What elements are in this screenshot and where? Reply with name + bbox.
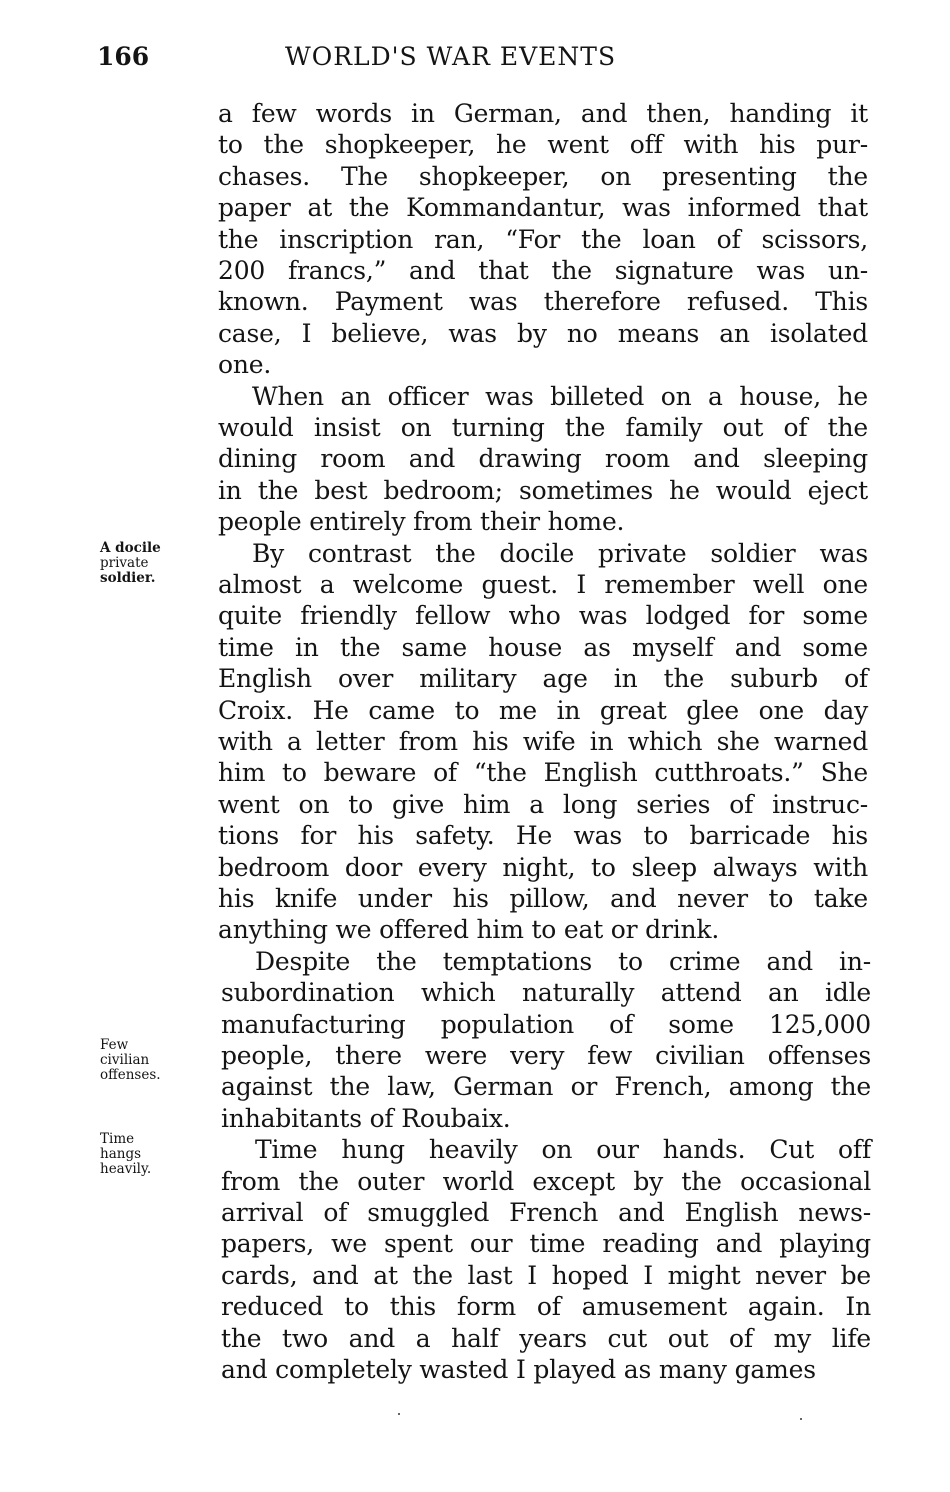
text-line: him to beware of “the English cutthroats.” She [218,758,868,788]
text-line: known. Payment was therefore refused. This [218,287,868,317]
text-line: By contrast the docile private soldier was [252,538,868,568]
text-line: 200 francs,” and that the signature was un- [218,256,868,285]
margin-note-docile-soldier [100,541,161,586]
text-line: almost a welcome guest. I remember well one [218,570,868,599]
margin-note-line: A docile [100,540,161,556]
text-line: Time hung heavily on our hands. Cut off [255,1135,871,1165]
margin-note-line: offenses. [100,1067,161,1083]
text-line: people entirely from their home. [218,507,625,537]
text-line: dining room and drawing room and sleeping [218,444,868,474]
print-speck [398,1413,400,1415]
text-line: cards, and at the last I hoped I might never be [221,1260,871,1290]
page-number: 166 [97,42,150,71]
text-line: to the shopkeeper, he went off with his pur- [218,130,868,160]
text-line: his knife under his pillow, and never to take [218,884,868,913]
margin-note-line: Time [100,1131,135,1147]
text-line: went on to give him a long series of instruc- [218,789,868,819]
text-line: chases. The shopkeeper, on presenting the [218,161,868,191]
text-line: one. [218,350,272,380]
text-line: time in the same house as myself and some [218,632,868,662]
print-speck [800,1418,802,1420]
text-line: case, I believe, was by no means an isolated [218,318,868,348]
text-line: bedroom door every night, to sleep always with [218,852,868,882]
text-line: would insist on turning the family out of the [218,413,868,442]
margin-note-time-hangs [100,1132,151,1177]
text-line: paper at the Kommandantur, was informed that [218,193,868,223]
text-line: the inscription ran, “For the loan of scissors, [218,224,868,254]
text-line: from the outer world except by the occasional [221,1166,871,1196]
text-line: in the best bedroom; sometimes he would eject [218,475,868,505]
text-line: inhabitants of Roubaix. [221,1103,511,1133]
text-line: Despite the temptations to crime and in- [255,946,871,976]
text-line: Croix. He came to me in great glee one day [218,695,868,725]
text-line: people, there were very few civilian offenses [221,1041,871,1070]
text-line: a few words in German, and then, handing it [218,99,868,128]
text-line: manufacturing population of some 125,000 [221,1009,871,1039]
text-line: the two and a half years cut out of my life [221,1323,871,1353]
text-line: against the law, German or French, among the [221,1072,871,1102]
margin-note-line: soldier. [100,570,156,586]
text-line: English over military age in the suburb of [218,664,868,694]
running-title: WORLD'S WAR EVENTS [285,42,617,71]
text-line: tions for his safety. He was to barricade his [218,821,868,851]
text-line: subordination which naturally attend an idle [221,978,871,1008]
text-line: When an officer was billeted on a house, he [252,381,868,411]
text-line: with a letter from his wife in which she warned [218,727,868,756]
margin-note-few-offenses [100,1038,161,1083]
margin-note-line: civilian [100,1052,150,1068]
margin-note-line: private [100,555,149,571]
text-line: arrival of smuggled French and English news- [221,1198,871,1227]
margin-note-line: heavily. [100,1161,152,1177]
text-line: anything we offered him to eat or drink. [218,915,720,945]
margin-note-line: Few [100,1037,129,1053]
text-line: papers, we spent our time reading and playing [221,1229,871,1259]
text-line: quite friendly fellow who was lodged for some [218,601,868,631]
text-line: reduced to this form of amusement again. In [221,1292,871,1322]
margin-note-line: hangs [100,1146,142,1162]
text-line: and completely wasted I played as many games [221,1355,816,1384]
